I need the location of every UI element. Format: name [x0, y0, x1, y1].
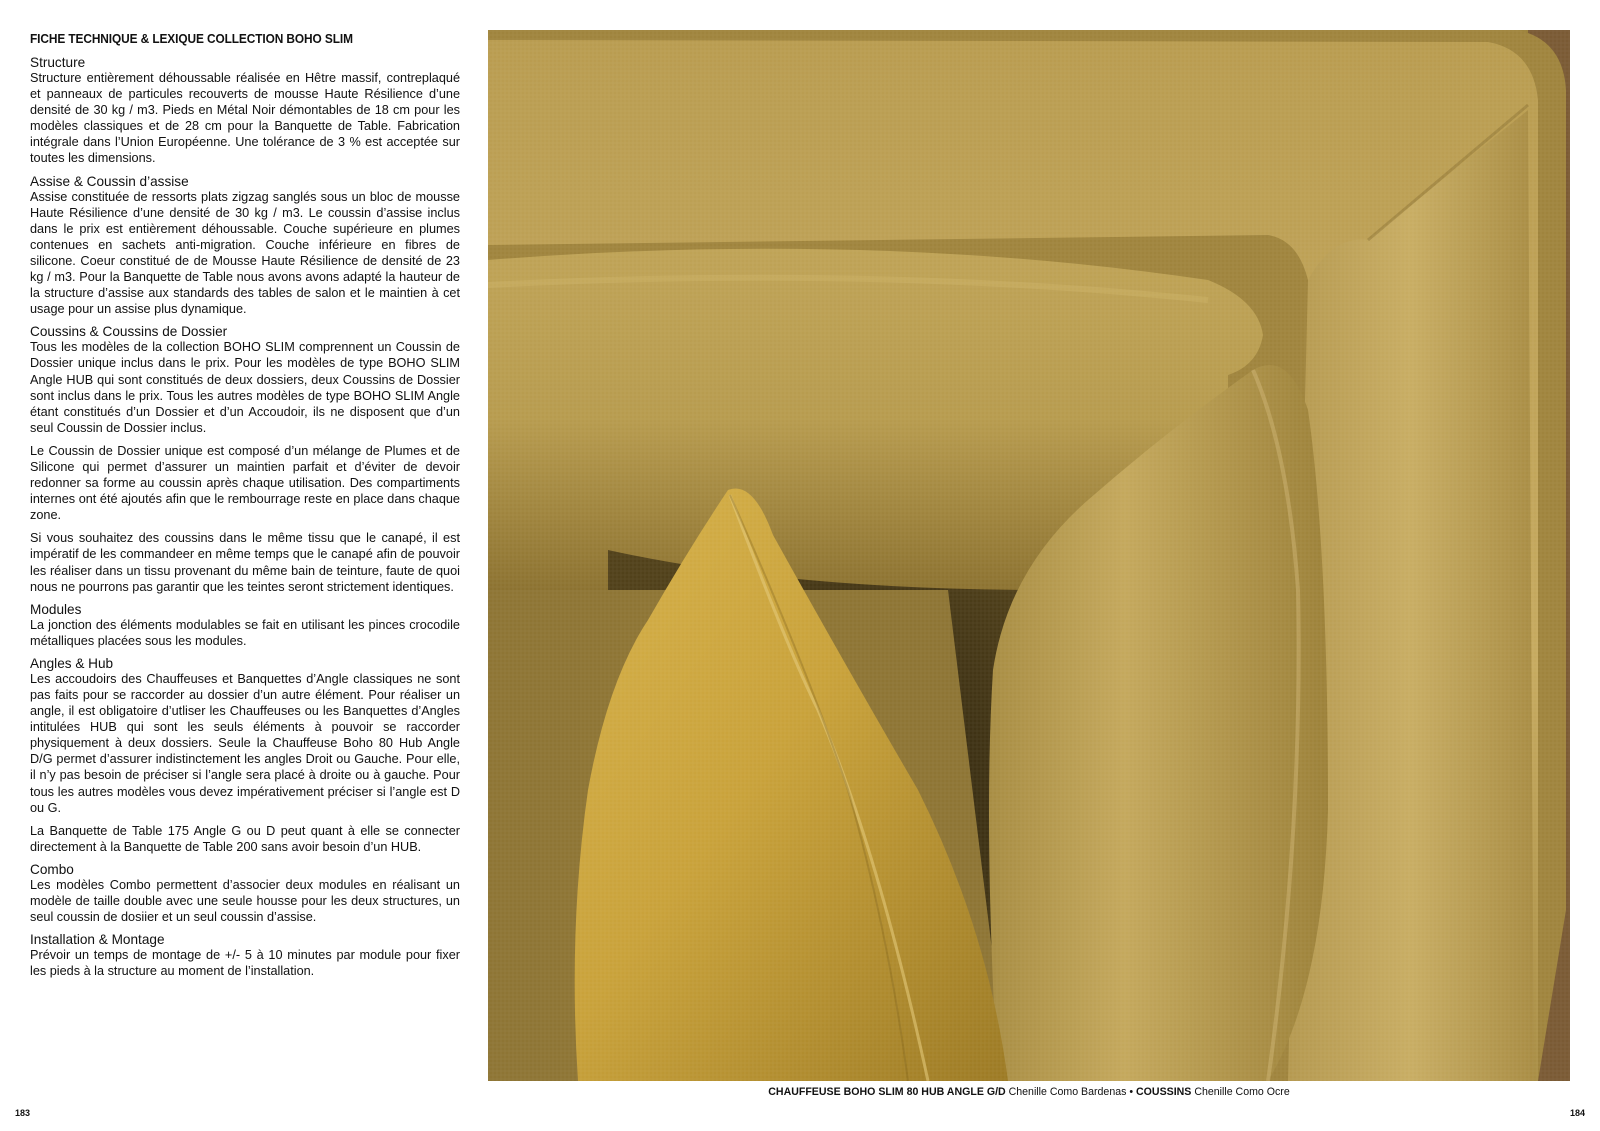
caption-cushions-label: COUSSINS	[1136, 1086, 1192, 1098]
section-installation	[30, 932, 460, 979]
section-paragraph: La jonction des éléments modulables se fait en utilisant les pinces crocodile métalliques placées sous les modules.	[30, 617, 460, 648]
section-paragraph: Structure entièrement déhoussable réalisée en Hêtre massif, contreplaqué et panneaux de particules recouverts de mousse Haute Résilience d’une densité de 30 kg / m3. Pieds en Métal Noir démontables de 18 cm pour les modèles classiques et de 28 cm pour la Banquette de Table. Fabrication intégrale dans l’Union Européenne. Une tolérance de 3 % est acceptée sur toutes les dimensions.	[30, 71, 460, 166]
section-paragraph: Les accoudoirs des Chauffeuses et Banquettes d’Angle classiques ne sont pas faits pour se raccorder au dossier d’un autre élément. Pour réaliser un angle, il est obligatoire d’utliser les Chauffeuses ou les Banquettes d’Angles intitulées HUB qui sont les seuls éléments à pouvoir se raccorder physiquement à deux dossiers. Seule la Chauffeuse Boho 80 Hub Angle D/G permet d’assurer indistinctement les angles Droit ou Gauche. Pour elle, il n’y pas besoin de préciser si l’angle sera placé à droite ou à gauche. Pour tous les autres modèles vous devez impérativement préciser si l’angle est D ou G.	[30, 671, 460, 815]
section-heading: Coussins & Coussins de Dossier	[30, 324, 228, 340]
section-heading: Installation & Montage	[30, 932, 165, 948]
product-photo	[488, 30, 1570, 1081]
photo-caption	[488, 1086, 1570, 1098]
section-paragraph: Prévoir un temps de montage de +/- 5 à 10 minutes par module pour fixer les pieds à la structure au moment de l’installation.	[30, 948, 460, 979]
page-number-left: 183	[15, 1108, 31, 1118]
section-heading: Combo	[30, 861, 74, 877]
section-heading: Assise & Coussin d’assise	[30, 173, 189, 189]
section-paragraph: Assise constituée de ressorts plats zigzag sanglés sous un bloc de mousse Haute Résilience d’une densité de 30 kg / m3. Le coussin d’assise inclus dans le prix est entièrement déhoussable. Couche supérieure en plumes contenues en sachets anti-migration. Couche inférieure en fibres de silicone. Coeur constitué de de Mousse Haute Résilience de densité de 23 kg / m3. Pour la Banquette de Table nous avons avons adapté la hauteur de la structure d’assise aux standards des tables de salon et le maintien à cet usage pour un assise plus dynamique.	[30, 189, 460, 317]
section-heading: Angles & Hub	[30, 655, 114, 671]
section-heading: Structure	[30, 55, 86, 70]
page-number-right: 184	[1569, 1108, 1585, 1118]
document-title: FICHE TECHNIQUE & LEXIQUE COLLECTION BOHO SLIM	[30, 32, 353, 46]
section-combo	[30, 862, 460, 925]
caption-separator: •	[1129, 1086, 1134, 1098]
section-assise	[30, 174, 460, 318]
section-heading: Modules	[30, 601, 82, 617]
section-modules	[30, 602, 460, 649]
section-paragraph: La Banquette de Table 175 Angle G ou D peut quant à elle se connecter directement à la Banquette de Table 200 sans avoir besoin d’un HUB.	[30, 823, 460, 854]
caption-cushions-fabric: Chenille Como Ocre	[1194, 1086, 1290, 1098]
section-coussins	[30, 324, 460, 594]
section-paragraph: Les modèles Combo permettent d’associer deux modules en réalisant un modèle de taille double avec une seule housse pour les deux structures, un seul coussin de dosiier et un seul coussin d’assise.	[30, 877, 460, 925]
section-paragraph: Tous les modèles de la collection BOHO SLIM comprennent un Coussin de Dossier unique inclus dans le prix. Pour les modèles de type BOHO SLIM Angle HUB qui sont constitués de deux dossiers, deux Coussins de Dossier sont inclus dans le prix. Tous les autres modèles de type BOHO SLIM Angle étant constitués d’un Dossier et d’un Accoudoir, ils ne disposent que d’un seul Coussin de Dossier inclus.	[30, 340, 460, 435]
sofa-illustration	[488, 30, 1570, 1081]
section-structure	[30, 55, 460, 167]
section-paragraph: Le Coussin de Dossier unique est composé d’un mélange de Plumes et de Silicone qui permet d’assurer un maintien parfait et d’éviter de devoir redonner sa forme au coussin après chaque utilisation. Des compartiments internes ont été ajoutés afin que le rembourrage reste en place dans chaque zone.	[30, 443, 460, 523]
caption-product-fabric: Chenille Como Bardenas	[1008, 1086, 1127, 1098]
caption-product-name: CHAUFFEUSE BOHO SLIM 80 HUB ANGLE G/D	[768, 1086, 1006, 1098]
section-angles-hub	[30, 656, 460, 855]
section-paragraph: Si vous souhaitez des coussins dans le même tissu que le canapé, il est impératif de les commandeer en même temps que le canapé afin de pouvoir les réaliser dans un tissu provenant du même bain de teinture, faute de quoi nous ne pourrons pas garantir que les teintes seront strictement identiques.	[30, 531, 460, 594]
spec-text-column	[30, 30, 460, 986]
